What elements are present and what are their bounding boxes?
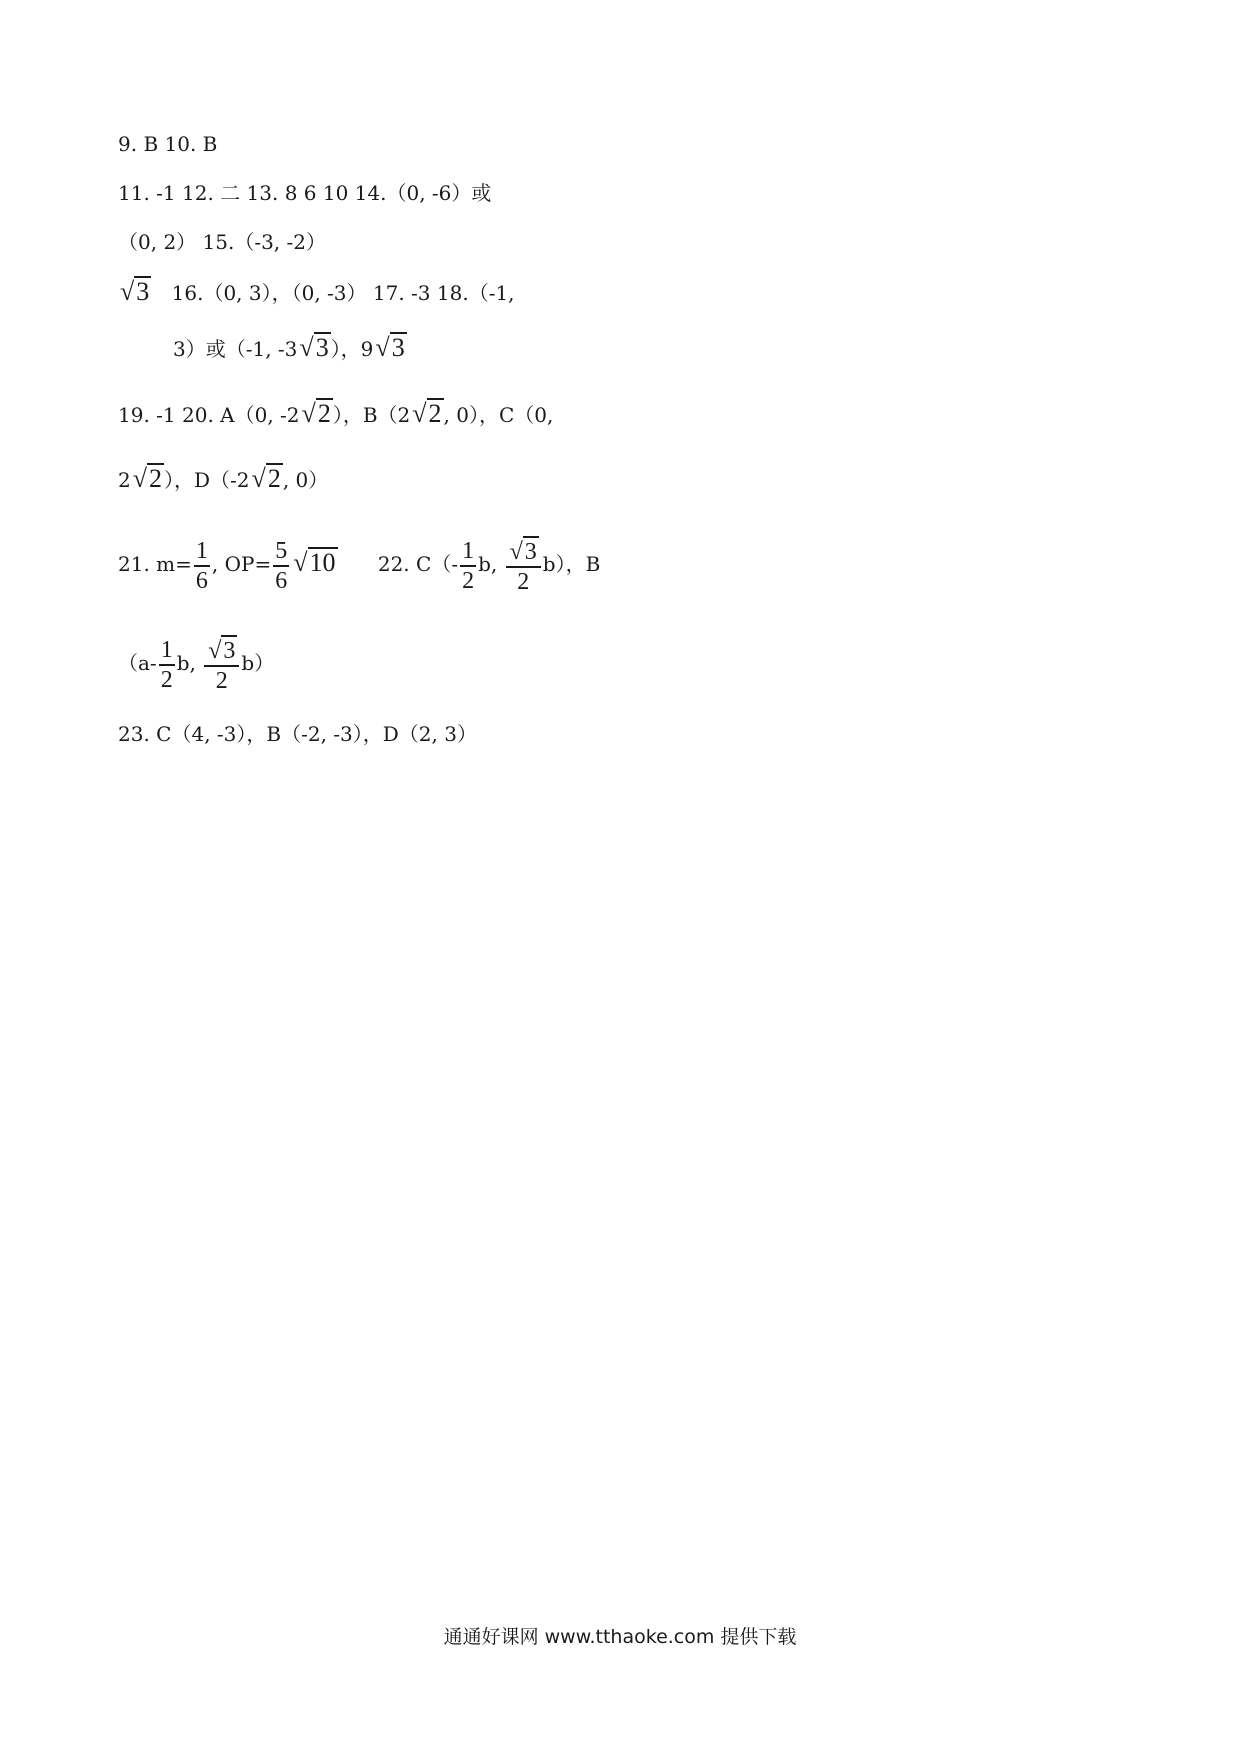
answer-line-2	[118, 181, 491, 205]
sqrt-two: √2	[132, 464, 163, 493]
sqrt-two: √2	[301, 399, 331, 428]
answer-text: 16.（0, 3），（0, -3） 17. -3 18.（-1,	[171, 281, 515, 305]
answer-text: 19. -1 20. A（0, -2	[118, 403, 300, 427]
answer-text: 9. B 10. B	[118, 132, 218, 156]
answer-line-6	[118, 398, 553, 428]
answer-line-9	[118, 628, 274, 698]
answer-text: , OP=	[211, 552, 272, 576]
fraction-one-half: $\frac{1}{2}$	[160, 636, 173, 693]
answer-text: ），B（2	[332, 403, 411, 427]
answer-line-3	[118, 230, 326, 254]
answer-text: 2	[118, 468, 131, 492]
sqrt-ten: √10	[293, 548, 336, 577]
answer-line-4	[118, 276, 515, 306]
answer-text: 23. C（4, -3），B（-2, -3），D（2, 3）	[118, 722, 477, 746]
answer-line-10	[118, 722, 477, 746]
sqrt-three: √3	[508, 536, 539, 566]
answer-line-8	[118, 528, 600, 599]
fraction-five-sixths: $\frac{5}{6}$	[275, 537, 288, 594]
sqrt-three: √3	[206, 635, 237, 665]
page-footer	[0, 1622, 1240, 1649]
answer-text: b），B	[542, 552, 601, 576]
answer-text: （0, 2） 15.（-3, -2）	[118, 230, 327, 254]
answer-text: , 0），C（0,	[443, 403, 554, 427]
answer-text: , 0）	[282, 468, 329, 492]
fraction-sqrt3-over-2: $\frac{√3}{2}$	[204, 635, 239, 695]
answer-text: （a-	[118, 651, 157, 675]
fraction-sqrt3-over-2: $\frac{√3}{2}$	[506, 536, 541, 596]
sqrt-three: √3	[375, 333, 405, 362]
answer-text: ），9	[330, 337, 374, 361]
answer-text: 3）或（-1, -3	[173, 337, 298, 361]
answer-line-5	[173, 332, 407, 362]
footer-text: 通通好课网 www.tthaoke.com 提供下载	[443, 1626, 797, 1648]
sqrt-three: √3	[299, 333, 329, 362]
sqrt-two: √2	[412, 399, 442, 428]
answer-line-1	[118, 132, 217, 156]
answer-text: b）	[241, 651, 275, 675]
answer-text: ），D（-2	[164, 468, 250, 492]
answer-text: 11. -1 12. 二 13. 8 6 10 14.（0, -6）或	[118, 181, 492, 205]
answer-text: b,	[176, 651, 196, 675]
answer-line-7	[118, 463, 328, 493]
answer-text: 21. m=	[118, 552, 192, 576]
fraction-one-sixth: $\frac{1}{6}$	[195, 537, 208, 594]
answer-text: 22. C（-	[377, 552, 459, 576]
answer-text: b,	[478, 552, 498, 576]
fraction-one-half: $\frac{1}{2}$	[462, 537, 475, 594]
sqrt-three: √3	[120, 277, 150, 306]
sqrt-two: √2	[251, 464, 281, 493]
